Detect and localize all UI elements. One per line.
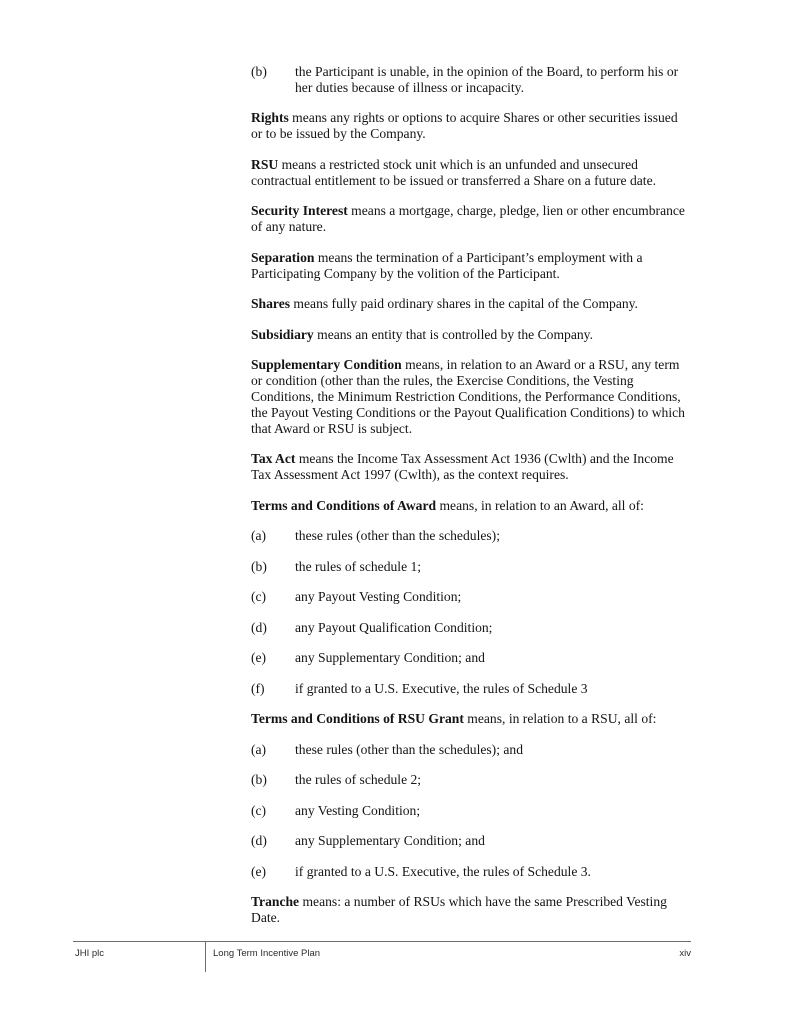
definition-paragraph	[251, 357, 692, 437]
defined-term: Rights	[251, 110, 289, 126]
definition-text: means the Income Tax Assessment Act 1936 (Cwlth) and the Income Tax Assessment Act 1997 (Cwlth), as the context requires.	[251, 451, 674, 483]
footer-divider	[205, 941, 206, 972]
list-item	[251, 650, 692, 666]
footer-page-number: xiv	[679, 948, 691, 959]
list-item-text: the Participant is unable, in the opinion of the Board, to perform his or her duties because of illness or incapacity.	[295, 64, 679, 95]
list-item-text: any Supplementary Condition; and	[295, 650, 485, 666]
list-item	[251, 803, 692, 819]
defined-term: RSU	[251, 156, 279, 172]
defined-term: Supplementary Condition	[251, 357, 402, 373]
list-item	[251, 864, 692, 880]
list-item-label: (f)	[251, 680, 265, 696]
definition-text: means a mortgage, charge, pledge, lien or other encumbrance of any nature.	[251, 203, 685, 235]
document-body	[251, 64, 692, 940]
list-item-text: the rules of schedule 2;	[295, 772, 422, 788]
list-item-label: (d)	[251, 833, 267, 849]
list-item-text: any Supplementary Condition; and	[295, 833, 485, 849]
definition-paragraph	[251, 451, 692, 483]
defined-term: Security Interest	[251, 203, 348, 219]
list-item	[251, 833, 692, 849]
list-item	[251, 528, 692, 544]
definition-text: means, in relation to a RSU, all of:	[463, 711, 657, 727]
definition-text: means fully paid ordinary shares in the capital of the Company.	[290, 296, 638, 312]
list-item-label: (a)	[251, 741, 267, 757]
list-item-text: if granted to a U.S. Executive, the rules of Schedule 3	[295, 680, 588, 696]
footer-rule	[73, 941, 691, 942]
definition-paragraph	[251, 203, 692, 235]
definition-paragraph	[251, 250, 692, 282]
list-item-text: these rules (other than the schedules); and	[295, 741, 523, 757]
definition-text: means, in relation to an Award or a RSU, any term or condition (other than the rules, the Exercise Conditions, the Vesting Conditions, the Minimum Restriction Conditions, the Performance Conditions, the Payout Vesting Conditions or the Payout Qualification Conditions) to which that Award or RSU is subject.	[251, 357, 685, 436]
list-item-text: any Payout Vesting Condition;	[295, 589, 462, 605]
list-item-label: (c)	[251, 802, 267, 818]
footer-company: JHI plc	[75, 948, 105, 959]
defined-term: Tranche	[251, 894, 300, 910]
defined-term: Subsidiary	[251, 326, 314, 342]
list-item-text: any Payout Qualification Condition;	[295, 619, 493, 635]
list-item-label: (c)	[251, 589, 267, 605]
list-item-label: (e)	[251, 650, 267, 666]
list-item	[251, 742, 692, 758]
list-item	[251, 589, 692, 605]
list-item	[251, 772, 692, 788]
list-item-label: (a)	[251, 528, 267, 544]
definition-text: means any rights or options to acquire Shares or other securities issued or to be issued by the Company.	[251, 110, 678, 142]
definition-text: means an entity that is controlled by the Company.	[313, 326, 593, 342]
list-item-label: (b)	[251, 772, 267, 788]
definition-text: means the termination of a Participant’s employment with a Participating Company by the volition of the Participant.	[251, 249, 643, 281]
list-item-label: (e)	[251, 863, 267, 879]
definition-paragraph	[251, 498, 692, 514]
list-item-label: (d)	[251, 619, 267, 635]
definition-paragraph	[251, 711, 692, 727]
defined-term: Separation	[251, 249, 315, 265]
defined-term: Terms and Conditions of Award	[251, 497, 437, 513]
definition-paragraph	[251, 296, 692, 312]
list-item-text: the rules of schedule 1;	[295, 558, 422, 574]
definition-text: means a restricted stock unit which is an unfunded and unsecured contractual entitlement to be issued or transferred a Share on a future date.	[251, 156, 657, 188]
list-item-label: (b)	[251, 64, 267, 79]
definition-paragraph	[251, 327, 692, 343]
defined-term: Tax Act	[251, 451, 296, 467]
defined-term: Terms and Conditions of RSU Grant	[251, 711, 464, 727]
list-item	[251, 620, 692, 636]
footer-document-title: Long Term Incentive Plan	[213, 948, 321, 959]
list-item-label: (b)	[251, 558, 267, 574]
definition-text: means: a number of RSUs which have the same Prescribed Vesting Date.	[251, 894, 667, 925]
definition-paragraph	[251, 157, 692, 189]
list-item	[251, 681, 692, 697]
list-item	[251, 559, 692, 575]
definition-text: means, in relation to an Award, all of:	[436, 497, 644, 513]
list-item	[251, 64, 692, 96]
definition-paragraph	[251, 894, 692, 926]
definition-paragraph	[251, 110, 692, 142]
list-item-text: these rules (other than the schedules);	[295, 528, 500, 544]
list-item-text: any Vesting Condition;	[295, 802, 421, 818]
list-item-text: if granted to a U.S. Executive, the rules of Schedule 3.	[295, 863, 591, 879]
defined-term: Shares	[251, 296, 291, 312]
